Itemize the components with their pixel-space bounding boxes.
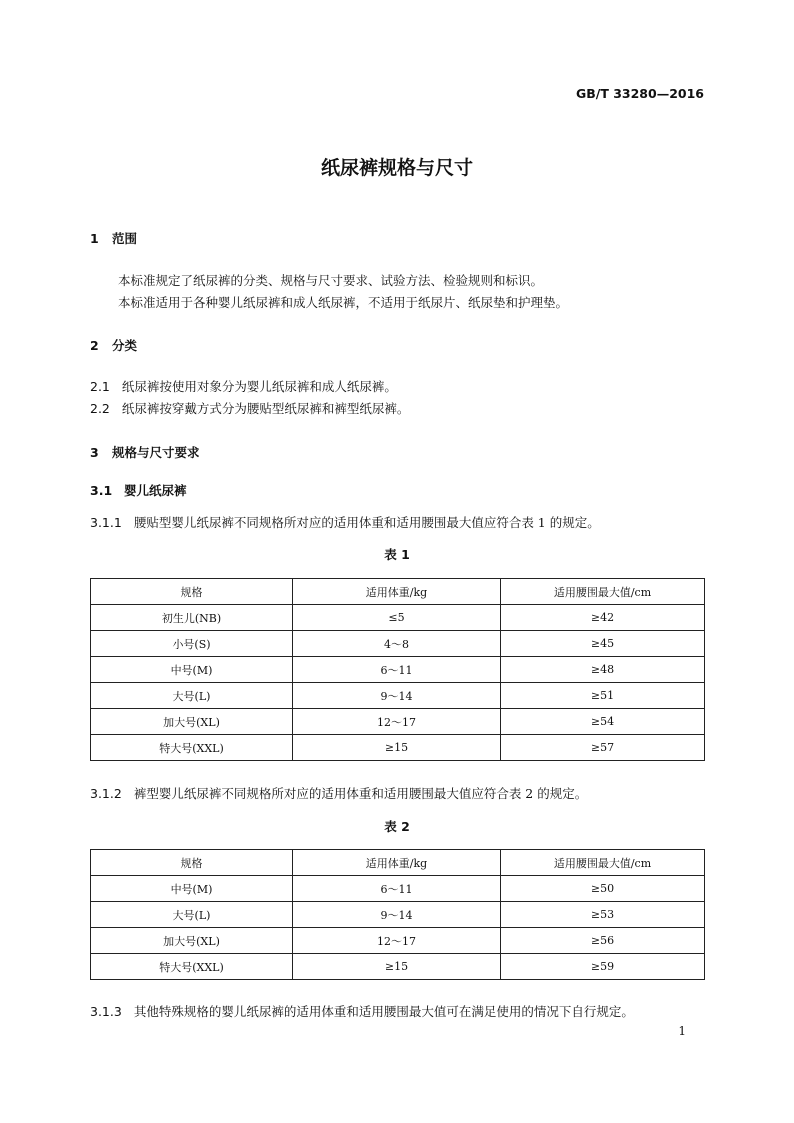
table-cell: ≥15 bbox=[293, 735, 501, 761]
table-cell: 特大号(XXL) bbox=[91, 954, 293, 980]
clause-number: 2.2 bbox=[90, 401, 110, 416]
clause-3-1-2 bbox=[90, 784, 587, 802]
table-cell: 特大号(XXL) bbox=[91, 735, 293, 761]
scope-paragraph-1: 本标准规定了纸尿裤的分类、规格与尺寸要求、试验方法、检验规则和标识。 bbox=[118, 273, 544, 288]
table-cell: ≥42 bbox=[501, 605, 705, 631]
table-cell: 加大号(XL) bbox=[91, 928, 293, 954]
clause-2-2 bbox=[90, 399, 409, 417]
table-cell: 6～11 bbox=[293, 657, 501, 683]
clause-text: 腰贴型婴儿纸尿裤不同规格所对应的适用体重和适用腰围最大值应符合表 1 的规定。 bbox=[133, 515, 600, 530]
header-cell: 适用腰围最大值/cm bbox=[501, 579, 705, 605]
clause-number: 2.1 bbox=[90, 379, 110, 394]
table-cell: ≤5 bbox=[293, 605, 501, 631]
table-2-caption: 表 2 bbox=[384, 819, 410, 834]
section-3-heading bbox=[90, 443, 200, 461]
table-cell: ≥50 bbox=[501, 876, 705, 902]
clause-3-1-1 bbox=[90, 513, 600, 531]
section-3-1-heading bbox=[90, 481, 187, 499]
section-2-heading bbox=[90, 336, 137, 354]
clause-2-1 bbox=[90, 377, 397, 395]
clause-text: 其他特殊规格的婴儿纸尿裤的适用体重和适用腰围最大值可在满足使用的情况下自行规定。 bbox=[133, 1004, 634, 1019]
clause-text: 纸尿裤按使用对象分为婴儿纸尿裤和成人纸尿裤。 bbox=[121, 379, 397, 394]
section-title: 婴儿纸尿裤 bbox=[124, 483, 187, 498]
table-cell: 大号(L) bbox=[91, 902, 293, 928]
table-cell: 9～14 bbox=[293, 683, 501, 709]
table-cell: 4～8 bbox=[293, 631, 501, 657]
clause-text: 裤型婴儿纸尿裤不同规格所对应的适用体重和适用腰围最大值应符合表 2 的规定。 bbox=[133, 786, 588, 801]
header-cell: 规格 bbox=[91, 579, 293, 605]
table-cell: 大号(L) bbox=[91, 683, 293, 709]
header-cell: 适用体重/kg bbox=[293, 850, 501, 876]
page-number: 1 bbox=[678, 1024, 686, 1038]
clause-3-1-3 bbox=[90, 1002, 634, 1020]
table-cell: 中号(M) bbox=[91, 876, 293, 902]
clause-number: 3.1.3 bbox=[90, 1004, 122, 1019]
section-number: 3.1 bbox=[90, 483, 113, 498]
table-cell: ≥53 bbox=[501, 902, 705, 928]
table-cell: ≥15 bbox=[293, 954, 501, 980]
scope-paragraph-2: 本标准适用于各种婴儿纸尿裤和成人纸尿裤，不适用于纸尿片、纸尿垫和护理垫。 bbox=[118, 295, 569, 310]
table-1-caption: 表 1 bbox=[384, 547, 410, 562]
header-cell: 规格 bbox=[91, 850, 293, 876]
header-cell: 适用体重/kg bbox=[293, 579, 501, 605]
table-cell: 12～17 bbox=[293, 709, 501, 735]
section-1-heading bbox=[90, 229, 137, 247]
table-row bbox=[91, 709, 705, 735]
clause-number: 3.1.2 bbox=[90, 786, 122, 801]
table-row bbox=[91, 902, 705, 928]
table-cell: 初生儿(NB) bbox=[91, 605, 293, 631]
table-row bbox=[91, 735, 705, 761]
table-cell: 12～17 bbox=[293, 928, 501, 954]
section-number: 1 bbox=[90, 231, 99, 246]
table-header-row bbox=[91, 579, 705, 605]
table-row bbox=[91, 928, 705, 954]
table-cell: 中号(M) bbox=[91, 657, 293, 683]
section-number: 3 bbox=[90, 445, 99, 460]
table-header-row bbox=[91, 850, 705, 876]
table-row bbox=[91, 605, 705, 631]
section-title: 范围 bbox=[112, 231, 138, 246]
table-row bbox=[91, 954, 705, 980]
table-cell: ≥48 bbox=[501, 657, 705, 683]
document-title: 纸尿裤规格与尺寸 bbox=[320, 157, 473, 179]
table-row bbox=[91, 876, 705, 902]
section-number: 2 bbox=[90, 338, 99, 353]
table-cell: 小号(S) bbox=[91, 631, 293, 657]
table-cell: ≥57 bbox=[501, 735, 705, 761]
table-cell: 9～14 bbox=[293, 902, 501, 928]
table-cell: ≥56 bbox=[501, 928, 705, 954]
standard-number: GB/T 33280—2016 bbox=[575, 86, 704, 101]
table-row bbox=[91, 683, 705, 709]
table-cell: ≥59 bbox=[501, 954, 705, 980]
clause-text: 纸尿裤按穿戴方式分为腰贴型纸尿裤和裤型纸尿裤。 bbox=[121, 401, 410, 416]
table-cell: ≥54 bbox=[501, 709, 705, 735]
section-title: 规格与尺寸要求 bbox=[112, 445, 200, 460]
header-cell: 适用腰围最大值/cm bbox=[501, 850, 705, 876]
table-row bbox=[91, 631, 705, 657]
table-cell: ≥45 bbox=[501, 631, 705, 657]
table-row bbox=[91, 657, 705, 683]
table-cell: 加大号(XL) bbox=[91, 709, 293, 735]
table-2 bbox=[90, 849, 705, 980]
section-title: 分类 bbox=[112, 338, 138, 353]
table-cell: 6～11 bbox=[293, 876, 501, 902]
table-cell: ≥51 bbox=[501, 683, 705, 709]
table-1 bbox=[90, 578, 705, 761]
clause-number: 3.1.1 bbox=[90, 515, 122, 530]
